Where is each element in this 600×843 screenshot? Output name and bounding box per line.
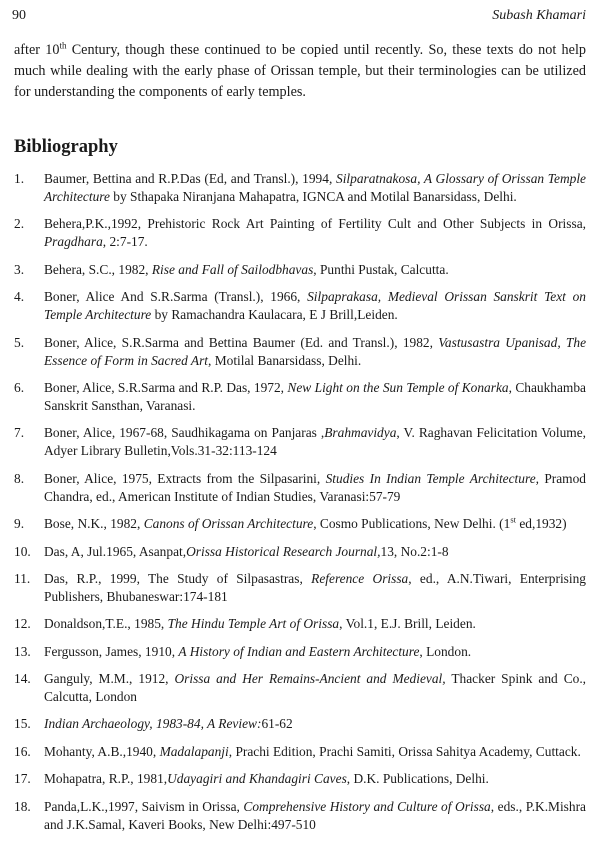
entry-italic-title: Brahmavidya [324,425,397,441]
entry-text-start: Panda,L.K.,1997, Saivism in Orissa, [44,798,244,814]
entry-italic-title: Madalapanji [159,743,229,759]
entry-number: 12. [14,616,31,632]
running-head [12,8,586,28]
bibliography-entry [14,798,586,834]
entry-text-start: Boner, Alice, 1975, Extracts from the Silpasarini, [44,470,326,486]
entry-italic-title: Rise and Fall of Sailodbhavas [151,261,314,277]
entry-italic-title: Pragdhara [44,234,103,250]
entry-text [44,334,586,370]
entry-text-end: , Motilal Banarsidass, Delhi. [208,352,362,368]
intro-superscript: th [59,40,67,51]
entry-text-start: Donaldson,T.E., 1985, [44,616,168,632]
bibliography-list [14,170,586,843]
entry-text-start: Mohapatra, R.P., 1981, [44,771,168,787]
entry-text-end: 61-62 [261,716,293,732]
entry-text-end: , D.K. Publications, Delhi. [346,771,489,787]
running-title: Subash Khamari [492,8,586,23]
entry-superscript: st [510,514,516,525]
entry-text-start: Boner, Alice, S.R.Sarma and Bettina Baumer (Ed. and Transl.), 1982, [44,334,439,350]
entry-number: 18. [14,798,31,814]
entry-number: 2. [14,216,25,232]
entry-text-end: by Sthapaka Niranjana Mahapatra, IGNCA and Motilal Banarsidass, Delhi. [109,189,517,204]
entry-text [44,379,586,415]
entry-text [44,743,586,761]
entry-number: 1. [14,171,25,186]
entry-text-end: ed,1932) [516,516,567,532]
entry-text-end: Thacker Spink and Co., Calcutta, London [44,671,587,705]
entry-number: 16. [14,743,31,759]
bibliography-entry [14,770,586,788]
entry-text-middle: , Cosmo Publications, New Delhi. (1 [313,516,511,532]
entry-text [44,215,586,251]
entry-number: 10. [14,543,31,559]
entry-text [44,715,586,733]
page-number: 90 [12,8,26,23]
entry-text [44,670,586,706]
entry-text [44,770,586,788]
entry-text-end: 13, No.2:1-8 [380,543,449,559]
entry-italic-title: Studies In Indian Temple Architecture, [325,470,539,486]
bibliography-entry [14,643,586,661]
entry-text-end: by Ramachandra Kaulacara, E J Brill,Leiden. [151,307,398,323]
bibliography-entry [14,334,586,370]
entry-italic-title: Indian Archaeology, 1983-84, A Review: [44,716,262,732]
bibliography-entry [14,670,586,706]
bibliography-heading: Bibliography [14,137,118,157]
entry-text-start: Das, A, Jul.1965, Asanpat, [44,543,187,559]
entry-italic-title: Orissa Historical Research Journal, [186,543,381,559]
entry-number: 5. [14,334,25,350]
entry-italic-title: Reference Orissa [311,570,409,586]
bibliography-entry [14,170,586,206]
entry-number: 17. [14,771,31,787]
entry-italic-title: Canons of Orissan Architecture [143,516,314,532]
entry-text-start: Bose, N.K., 1982, [44,516,144,532]
bibliography-entry [14,424,586,460]
entry-text-start: Das, R.P., 1999, The Study of Silpasastras, [44,570,312,586]
bibliography-entry [14,261,586,279]
intro-text-start: after 10 [14,42,60,58]
entry-italic-title: Vastusastra Upanisad, The Essence of Form in Sacred Art [44,334,587,368]
entry-text [44,798,586,834]
entry-text-end: , 2:7-17. [102,234,148,250]
bibliography-entry [14,288,586,324]
entry-italic-title: The Hindu Temple Art of Orissa [167,616,340,632]
entry-number: 15. [14,716,31,732]
entry-text [44,543,586,561]
entry-text-end: Pramod Chandra, ed., American Institute of Indian Studies, Varanasi:57-79 [44,470,586,504]
bibliography-entry [14,743,586,761]
entry-text [44,643,586,661]
entry-text-end: , Prachi Edition, Prachi Samiti, Orissa Sahitya Academy, Cuttack. [228,743,581,759]
entry-number: 4. [14,289,25,305]
entry-text-start: Boner, Alice, S.R.Sarma and R.P. Das, 1972, [44,379,288,395]
entry-text [44,615,586,633]
entry-text [44,261,586,279]
entry-italic-title: New Light on the Sun Temple of Konarka [287,379,509,395]
entry-italic-title: Udayagiri and Khandagiri Caves [167,771,347,787]
entry-text-end: , eds., P.K.Mishra and J.K.Samal, Kaveri Books, New Delhi:497-510 [44,798,586,832]
entry-text-end: , Vol.1, E.J. Brill, Leiden. [339,616,476,632]
entry-text [44,515,586,533]
entry-text [44,570,586,606]
entry-text [44,424,586,460]
entry-text-end: , ed., A.N.Tiwari, Enterprising Publishers, Bhubaneswar:174-181 [44,570,587,604]
entry-number: 13. [14,643,31,659]
entry-number: 8. [14,470,25,486]
entry-text-start: Mohanty, A.B.,1940, [44,743,160,759]
entry-text-end: , Chaukhamba Sanskrit Sansthan, Varanasi. [44,379,586,413]
entry-number: 3. [14,261,25,277]
bibliography-entry [14,543,586,561]
intro-text-rest: Century, though these continued to be copied until recently. So, these texts do not help much while dealing with the early phase of Orissan temple, but their terminologies can be utilized for understanding the components of early temples. [14,42,586,100]
entry-text-start: Behera, S.C., 1982, [44,261,152,277]
entry-text [44,288,586,324]
bibliography-entry [14,615,586,633]
entry-number: 9. [14,516,25,532]
entry-text-start: Boner, Alice, 1967-68, Saudhikagama on Panjaras , [44,425,325,441]
entry-text-start: Behera,P.K.,1992, Prehistoric Rock Art Painting of Fertility Cult and Other Subjects in Orissa, [44,216,586,232]
entry-text [44,170,586,206]
intro-paragraph [14,40,586,103]
bibliography-entry [14,470,586,506]
entry-text-start: Boner, Alice And S.R.Sarma (Transl.), 1966, [44,289,308,305]
entry-number: 6. [14,379,25,395]
bibliography-entry [14,379,586,415]
entry-number: 14. [14,671,31,687]
bibliography-entry [14,215,586,251]
entry-text-end: , Punthi Pustak, Calcutta. [313,261,449,277]
entry-text-start: Baumer, Bettina and R.P.Das (Ed, and Transl.), 1994, [44,171,336,186]
entry-italic-title: Orissa and Her Remains-Ancient and Medieval, [174,671,446,687]
entry-italic-title: Silpaprakasa, Medieval Orissan Sanskrit Text on Temple Architecture [44,289,586,323]
entry-text [44,470,586,506]
bibliography-entry [14,570,586,606]
entry-italic-title: A History of Indian and Eastern Architecture [178,643,420,659]
entry-italic-title: Silparatnakosa, A Glossary of Orissan Temple Architecture [44,171,586,204]
entry-text-start: Ganguly, M.M., 1912, [44,671,175,687]
entry-number: 11. [14,570,31,586]
entry-text-start: Fergusson, James, 1910, [44,643,179,659]
entry-text-end: , V. Raghavan Felicitation Volume, Adyer Library Bulletin,Vols.31-32:113-124 [44,425,586,459]
entry-text-end: , London. [419,643,472,659]
entry-number: 7. [14,425,25,441]
bibliography-entry [14,515,586,533]
entry-italic-title: Comprehensive History and Culture of Orissa [243,798,491,814]
bibliography-entry [14,715,586,733]
